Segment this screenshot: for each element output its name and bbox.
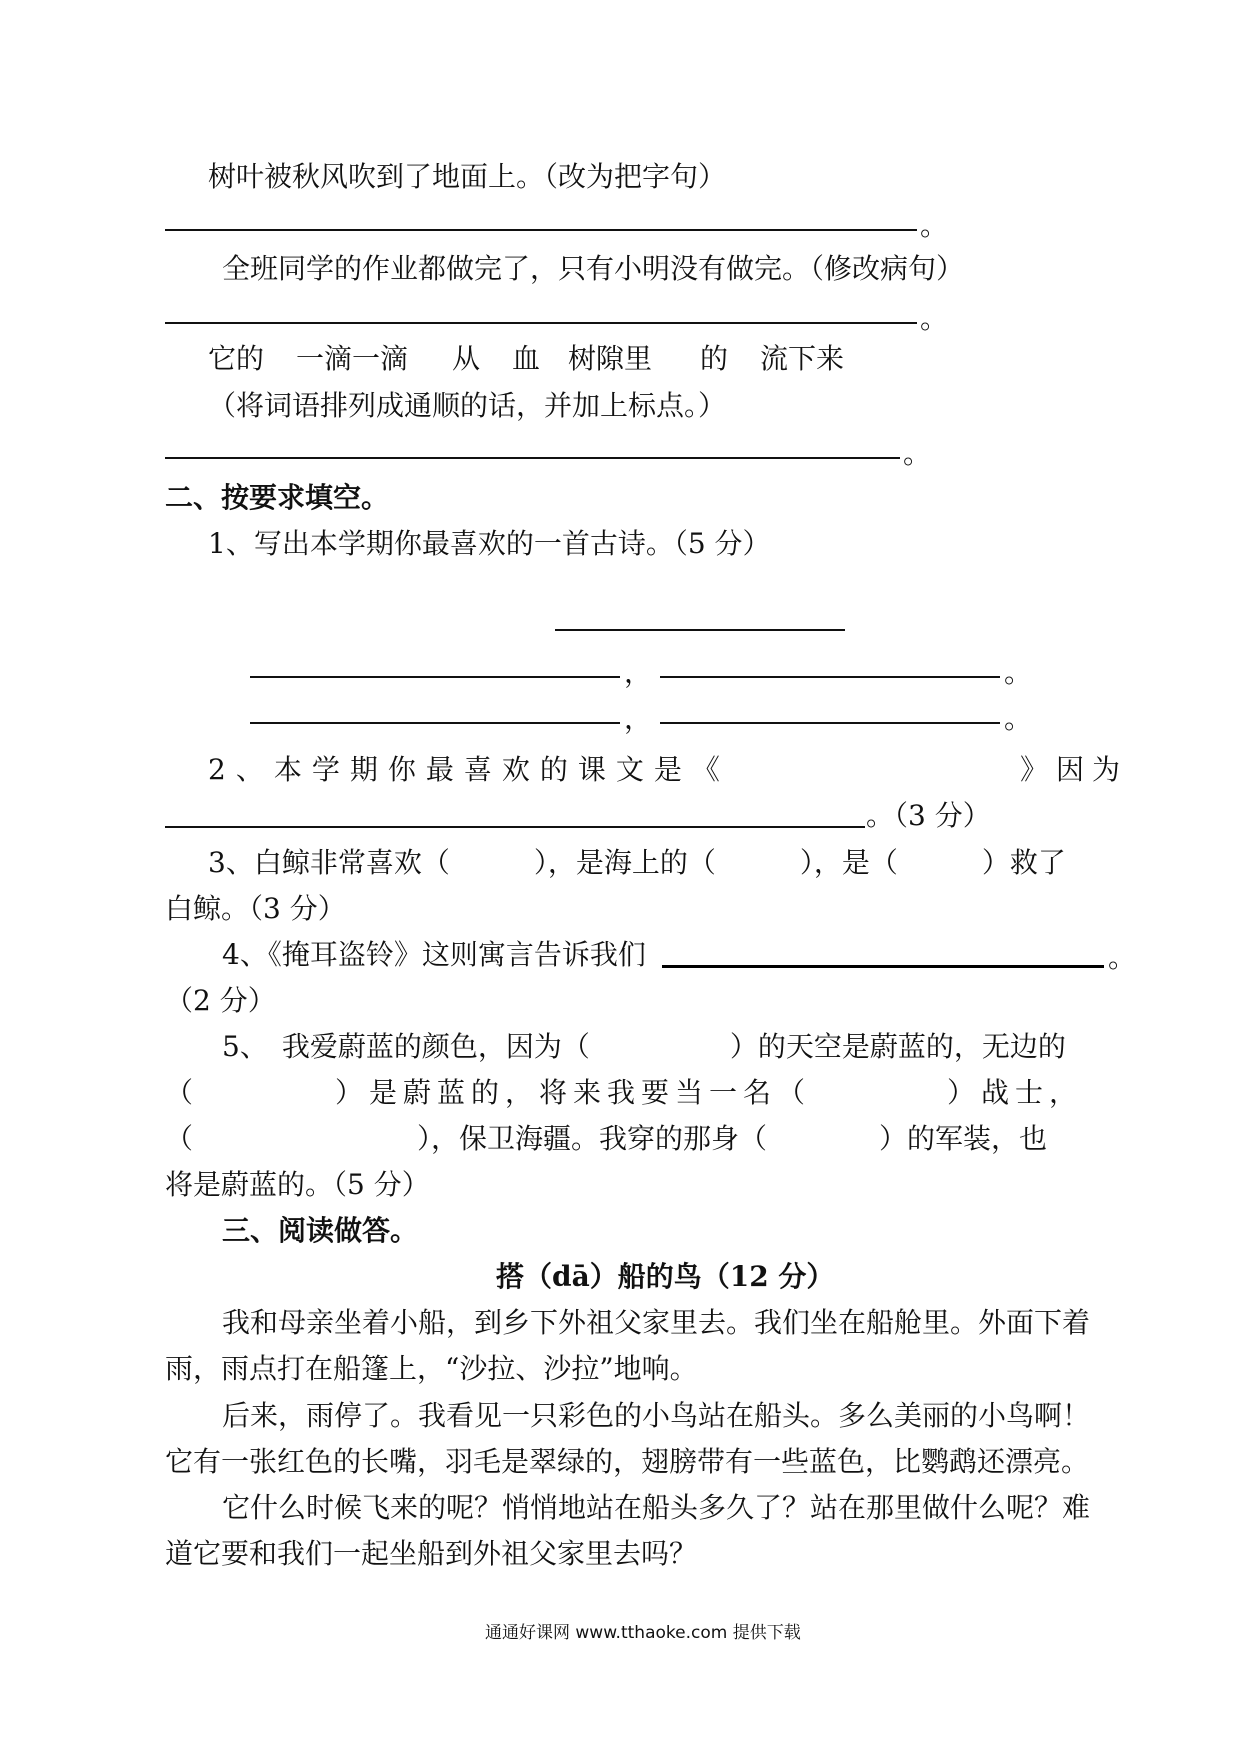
passage-line: 雨，雨点打在船篷上，“沙拉、沙拉”地响。 [165,1352,698,1385]
answer-line[interactable] [165,229,917,231]
passage-line: 它有一张红色的长嘴，羽毛是翠绿的，翅膀带有一些蓝色，比鹦鹉还漂亮。 [165,1445,1090,1478]
poem-period: 。 [1004,702,1033,735]
answer-period: 。 [920,302,949,335]
answer-line[interactable] [662,965,1104,968]
question-2-score: 。（3 分） [866,799,991,832]
fix-sentence: 全班同学的作业都做完了，只有小明没有做完。（修改病句） [222,252,965,285]
section-heading: 二、按要求填空。 [165,481,390,514]
question-5: 5、 我爱蔚蓝的颜色，因为（ ）的天空是蔚蓝的，无边的 [222,1030,1066,1063]
arrange-instruction: （将词语排列成通顺的话，并加上标点。） [208,389,727,422]
poem-period: 。 [1004,656,1033,689]
question-4-score: （2 分） [165,984,276,1017]
question-5-cont: 将是蔚蓝的。（5 分） [165,1168,430,1201]
word-item: 一滴一滴 [296,342,409,375]
page-footer: 通通好课网 www.tthaoke.com 提供下载 [485,1623,801,1643]
answer-period: 。 [903,437,932,470]
word-item: 树隙里 [568,342,653,375]
poem-line[interactable] [660,676,1000,678]
passage-line: 它什么时候飞来的呢？悄悄地站在船头多久了？站在那里做什么呢？难 [222,1491,1091,1524]
passage-line: 我和母亲坐着小船，到乡下外祖父家里去。我们坐在船舱里。外面下着 [222,1306,1091,1339]
question-2: 2、本学期你最喜欢的课文是《 [208,753,730,786]
word-item: 流下来 [760,342,845,375]
word-item: 血 [512,342,541,375]
section-heading: 三、阅读做答。 [222,1214,419,1247]
question-1: 1、写出本学期你最喜欢的一首古诗。（5 分） [208,527,771,560]
word-item: 的 [700,342,729,375]
question-5-cont: （ ），保卫海疆。我穿的那身（ ）的军装，也 [165,1122,1048,1155]
poem-line[interactable] [660,722,1000,724]
poem-comma: ， [624,702,653,735]
answer-line[interactable] [165,826,865,828]
poem-line[interactable] [250,722,620,724]
passage-line: 后来，雨停了。我看见一只彩色的小鸟站在船头。多么美丽的小鸟啊！ [222,1399,1091,1432]
question-3: 3、白鲸非常喜欢（ ），是海上的（ ），是（ ）救了 [208,846,1066,879]
question-3-cont: 白鲸。（3 分） [165,892,346,925]
poem-title-line[interactable] [555,629,845,631]
passage-line: 道它要和我们一起坐船到外祖父家里去吗？ [165,1537,698,1570]
answer-period: 。 [920,209,949,242]
passive-sentence: 树叶被秋风吹到了地面上。（改为把字句） [208,160,727,193]
answer-line[interactable] [165,322,917,324]
answer-period: 。 [1108,941,1137,974]
word-item: 它的 [208,342,265,375]
poem-comma: ， [624,656,653,689]
question-4: 4、《掩耳盗铃》这则寓言告诉我们 [222,938,646,971]
answer-line[interactable] [165,457,900,459]
passage-title: 搭（dā）船的鸟（12 分） [496,1260,835,1293]
poem-line[interactable] [250,676,620,678]
word-item: 从 [452,342,481,375]
question-2-close: 》因为 [1020,753,1129,786]
question-5-cont: （ ）是蔚蓝的，将来我要当一名（ ）战士， [165,1076,1084,1109]
